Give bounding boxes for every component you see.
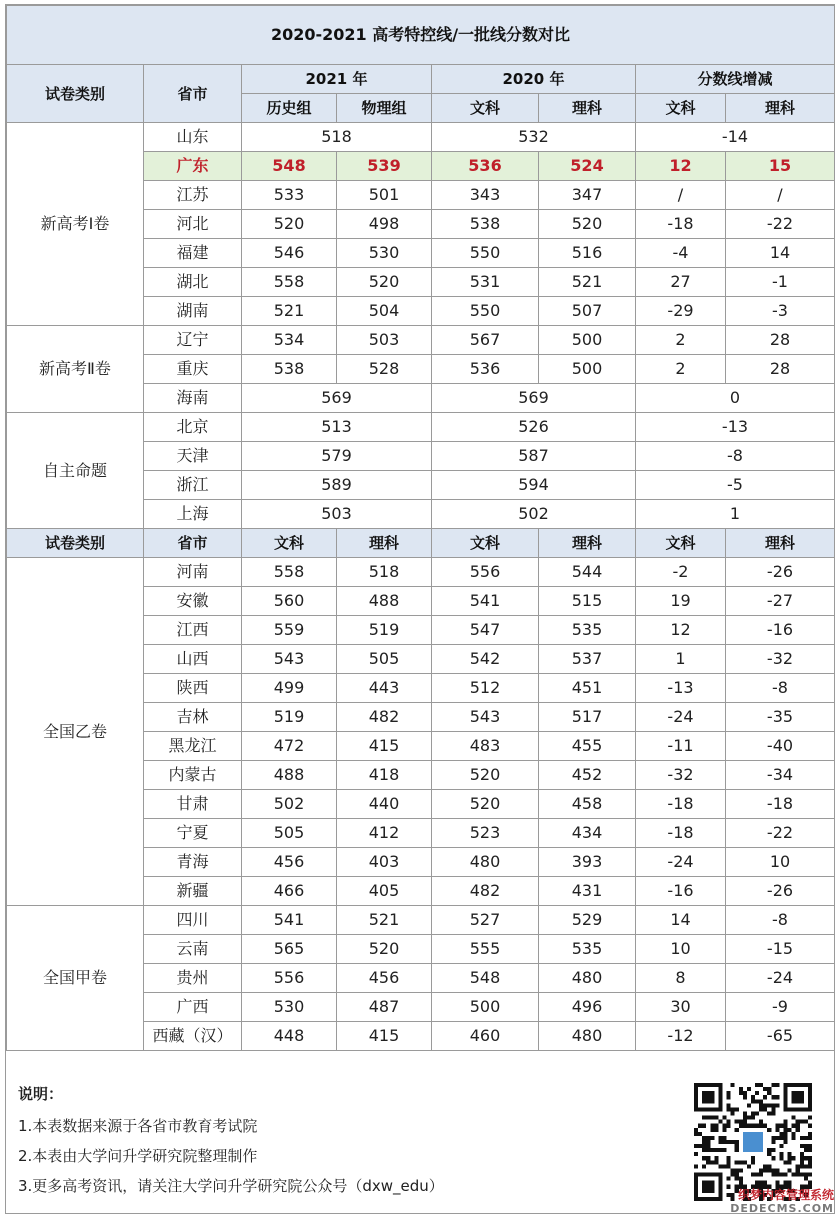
score-cell: -32 (726, 645, 835, 674)
score-cell: -18 (726, 790, 835, 819)
table-row (7, 906, 835, 935)
score-cell: 543 (242, 645, 337, 674)
score-cell: 516 (539, 239, 636, 268)
score-cell: 519 (242, 703, 337, 732)
score-cell: 565 (242, 935, 337, 964)
score-cell: 524 (539, 152, 636, 181)
score-cell: 487 (337, 993, 432, 1022)
score-cell: 501 (337, 181, 432, 210)
diff-cell: 0 (636, 384, 835, 413)
score-cell: 19 (636, 587, 726, 616)
score-cell: 527 (432, 906, 539, 935)
score-cell: -11 (636, 732, 726, 761)
score-cell: -65 (726, 1022, 835, 1051)
score-cell: 500 (539, 326, 636, 355)
score-cell: 456 (337, 964, 432, 993)
score-2021-cell: 579 (242, 442, 432, 471)
score-cell: 499 (242, 674, 337, 703)
header-wenke-2020: 文科 (432, 94, 539, 123)
score-cell: 520 (432, 761, 539, 790)
notes-section (6, 1057, 834, 1213)
score-2020-cell: 569 (432, 384, 636, 413)
score-cell: 503 (337, 326, 432, 355)
score-cell: 14 (726, 239, 835, 268)
score-2021-cell: 518 (242, 123, 432, 152)
province-cell: 湖南 (144, 297, 242, 326)
header-2020: 2020 年 (432, 65, 636, 94)
province-cell: 海南 (144, 384, 242, 413)
score-cell: 536 (432, 355, 539, 384)
score-cell: 505 (337, 645, 432, 674)
score-cell: 543 (432, 703, 539, 732)
score-cell: -34 (726, 761, 835, 790)
diff-cell: -13 (636, 413, 835, 442)
score-cell: -13 (636, 674, 726, 703)
score-cell: 512 (432, 674, 539, 703)
score-cell: 541 (432, 587, 539, 616)
score-cell: 30 (636, 993, 726, 1022)
score-cell: 544 (539, 558, 636, 587)
score-cell: 550 (432, 297, 539, 326)
score-table-container (5, 4, 835, 1214)
score-cell: 548 (242, 152, 337, 181)
score-cell: 28 (726, 326, 835, 355)
score-cell: 443 (337, 674, 432, 703)
score-2021-cell: 503 (242, 500, 432, 529)
score-cell: -24 (726, 964, 835, 993)
table-row (7, 326, 835, 355)
score-cell: 27 (636, 268, 726, 297)
header-like-2020: 理科 (539, 94, 636, 123)
score-cell: -8 (726, 674, 835, 703)
province-cell: 广东 (144, 152, 242, 181)
header-physics-group: 物理组 (337, 94, 432, 123)
score-cell: -40 (726, 732, 835, 761)
score-2020-cell: 587 (432, 442, 636, 471)
score-cell: 548 (432, 964, 539, 993)
qr-code-icon (694, 1083, 812, 1201)
score-cell: 531 (432, 268, 539, 297)
score-cell: 537 (539, 645, 636, 674)
score-cell: -24 (636, 848, 726, 877)
header-cell: 文科 (242, 529, 337, 558)
score-cell: 550 (432, 239, 539, 268)
score-cell: -29 (636, 297, 726, 326)
score-cell: -1 (726, 268, 835, 297)
header-2021: 2021 年 (242, 65, 432, 94)
score-cell: 458 (539, 790, 636, 819)
score-2020-cell: 502 (432, 500, 636, 529)
score-cell: -18 (636, 790, 726, 819)
province-cell: 山东 (144, 123, 242, 152)
score-cell: -16 (636, 877, 726, 906)
header-like-diff: 理科 (726, 94, 835, 123)
score-cell: 502 (242, 790, 337, 819)
score-cell: -12 (636, 1022, 726, 1051)
province-cell: 黑龙江 (144, 732, 242, 761)
province-cell: 青海 (144, 848, 242, 877)
score-cell: 415 (337, 1022, 432, 1051)
score-cell: 500 (432, 993, 539, 1022)
province-cell: 山西 (144, 645, 242, 674)
score-cell: -18 (636, 210, 726, 239)
province-cell: 辽宁 (144, 326, 242, 355)
score-cell: 567 (432, 326, 539, 355)
score-cell: 12 (636, 616, 726, 645)
header-cell: 理科 (726, 529, 835, 558)
diff-cell: -8 (636, 442, 835, 471)
score-cell: 558 (242, 558, 337, 587)
score-cell: 521 (242, 297, 337, 326)
score-cell: 534 (242, 326, 337, 355)
score-cell: 542 (432, 645, 539, 674)
score-cell: 1 (636, 645, 726, 674)
score-cell: 472 (242, 732, 337, 761)
score-cell: 521 (539, 268, 636, 297)
score-cell: 529 (539, 906, 636, 935)
score-cell: 530 (337, 239, 432, 268)
header-cell: 理科 (539, 529, 636, 558)
score-cell: -32 (636, 761, 726, 790)
province-cell: 天津 (144, 442, 242, 471)
score-cell: 556 (242, 964, 337, 993)
province-cell: 重庆 (144, 355, 242, 384)
score-cell: 2 (636, 355, 726, 384)
score-cell: 539 (337, 152, 432, 181)
score-cell: 488 (337, 587, 432, 616)
score-cell: 547 (432, 616, 539, 645)
score-cell: 434 (539, 819, 636, 848)
score-cell: 536 (432, 152, 539, 181)
watermark-line1: 织梦内容管理系统 (737, 1188, 834, 1202)
watermark (730, 1189, 834, 1215)
province-cell: 河南 (144, 558, 242, 587)
watermark-line2: DEDECMS.COM (730, 1202, 834, 1215)
score-2020-cell: 594 (432, 471, 636, 500)
score-2021-cell: 569 (242, 384, 432, 413)
score-cell: 452 (539, 761, 636, 790)
header-cell: 试卷类别 (7, 529, 144, 558)
score-cell: 456 (242, 848, 337, 877)
score-cell: 520 (337, 268, 432, 297)
province-cell: 贵州 (144, 964, 242, 993)
score-cell: 12 (636, 152, 726, 181)
score-cell: 451 (539, 674, 636, 703)
score-cell: 528 (337, 355, 432, 384)
score-cell: 480 (539, 964, 636, 993)
score-cell: -4 (636, 239, 726, 268)
diff-cell: -14 (636, 123, 835, 152)
score-cell: 521 (337, 906, 432, 935)
score-cell: 505 (242, 819, 337, 848)
score-cell: 488 (242, 761, 337, 790)
table-row (7, 413, 835, 442)
province-cell: 江西 (144, 616, 242, 645)
score-cell: 518 (337, 558, 432, 587)
province-cell: 上海 (144, 500, 242, 529)
province-cell: 河北 (144, 210, 242, 239)
table-row (7, 123, 835, 152)
header-history-group: 历史组 (242, 94, 337, 123)
score-cell: 560 (242, 587, 337, 616)
score-cell: 517 (539, 703, 636, 732)
score-cell: 482 (432, 877, 539, 906)
score-cell: 519 (337, 616, 432, 645)
score-cell: 393 (539, 848, 636, 877)
province-cell: 江苏 (144, 181, 242, 210)
score-cell: 415 (337, 732, 432, 761)
score-cell: 504 (337, 297, 432, 326)
section-header-row (7, 529, 835, 558)
score-cell: 347 (539, 181, 636, 210)
score-cell: 448 (242, 1022, 337, 1051)
category-cell: 全国乙卷 (7, 558, 144, 906)
score-cell: 403 (337, 848, 432, 877)
score-cell: 483 (432, 732, 539, 761)
score-cell: -24 (636, 703, 726, 732)
category-cell: 新高考Ⅱ卷 (7, 326, 144, 413)
score-cell: 28 (726, 355, 835, 384)
score-cell: / (726, 181, 835, 210)
province-cell: 吉林 (144, 703, 242, 732)
score-cell: -16 (726, 616, 835, 645)
province-cell: 安徽 (144, 587, 242, 616)
score-cell: 520 (337, 935, 432, 964)
score-cell: 500 (539, 355, 636, 384)
score-cell: 556 (432, 558, 539, 587)
score-cell: 405 (337, 877, 432, 906)
header-cell: 省市 (144, 529, 242, 558)
score-cell: 538 (242, 355, 337, 384)
province-cell: 广西 (144, 993, 242, 1022)
score-2020-cell: 532 (432, 123, 636, 152)
score-cell: -26 (726, 558, 835, 587)
score-cell: 2 (636, 326, 726, 355)
score-cell: 412 (337, 819, 432, 848)
diff-cell: -5 (636, 471, 835, 500)
score-cell: 520 (242, 210, 337, 239)
province-cell: 西藏（汉） (144, 1022, 242, 1051)
score-cell: -18 (636, 819, 726, 848)
province-cell: 福建 (144, 239, 242, 268)
score-cell: 343 (432, 181, 539, 210)
score-cell: -26 (726, 877, 835, 906)
score-cell: 480 (539, 1022, 636, 1051)
score-cell: 515 (539, 587, 636, 616)
score-cell: 440 (337, 790, 432, 819)
score-cell: 498 (337, 210, 432, 239)
note-line: 3.更多高考资讯，请关注大学问升学研究院公众号（dxw_edu） (18, 1177, 444, 1195)
score-cell: 520 (539, 210, 636, 239)
diff-cell: 1 (636, 500, 835, 529)
score-cell: -9 (726, 993, 835, 1022)
province-cell: 内蒙古 (144, 761, 242, 790)
score-cell: 559 (242, 616, 337, 645)
score-cell: 8 (636, 964, 726, 993)
score-cell: 535 (539, 935, 636, 964)
score-cell: 507 (539, 297, 636, 326)
score-cell: 496 (539, 993, 636, 1022)
score-cell: 523 (432, 819, 539, 848)
score-cell: 480 (432, 848, 539, 877)
table-title: 2020-2021 高考特控线/一批线分数对比 (7, 6, 835, 65)
province-cell: 陕西 (144, 674, 242, 703)
score-cell: 520 (432, 790, 539, 819)
score-2021-cell: 513 (242, 413, 432, 442)
score-2021-cell: 589 (242, 471, 432, 500)
score-cell: -35 (726, 703, 835, 732)
score-cell: 558 (242, 268, 337, 297)
province-cell: 浙江 (144, 471, 242, 500)
province-cell: 北京 (144, 413, 242, 442)
score-cell: 538 (432, 210, 539, 239)
score-cell: -27 (726, 587, 835, 616)
score-cell: 546 (242, 239, 337, 268)
header-cell: 理科 (337, 529, 432, 558)
province-cell: 湖北 (144, 268, 242, 297)
score-cell: 15 (726, 152, 835, 181)
score-cell: 431 (539, 877, 636, 906)
score-cell: 541 (242, 906, 337, 935)
score-cell: -2 (636, 558, 726, 587)
score-cell: -22 (726, 819, 835, 848)
score-cell: 14 (636, 906, 726, 935)
category-cell: 自主命题 (7, 413, 144, 529)
score-cell: 10 (636, 935, 726, 964)
score-cell: 533 (242, 181, 337, 210)
province-cell: 宁夏 (144, 819, 242, 848)
notes-title: 说明： (18, 1085, 64, 1103)
note-line: 2.本表由大学问升学研究院整理制作 (18, 1147, 258, 1165)
score-cell: 460 (432, 1022, 539, 1051)
province-cell: 四川 (144, 906, 242, 935)
score-cell: 555 (432, 935, 539, 964)
score-comparison-table (6, 5, 835, 1051)
score-cell: 482 (337, 703, 432, 732)
category-cell: 新高考Ⅰ卷 (7, 123, 144, 326)
score-cell: 10 (726, 848, 835, 877)
province-cell: 甘肃 (144, 790, 242, 819)
province-cell: 云南 (144, 935, 242, 964)
header-wenke-diff: 文科 (636, 94, 726, 123)
province-cell: 新疆 (144, 877, 242, 906)
score-cell: -15 (726, 935, 835, 964)
score-cell: -8 (726, 906, 835, 935)
header-province: 省市 (144, 65, 242, 123)
score-cell: 535 (539, 616, 636, 645)
score-cell: -3 (726, 297, 835, 326)
score-cell: / (636, 181, 726, 210)
score-cell: 530 (242, 993, 337, 1022)
score-cell: 466 (242, 877, 337, 906)
table-row (7, 558, 835, 587)
score-cell: 455 (539, 732, 636, 761)
category-cell: 全国甲卷 (7, 906, 144, 1051)
score-cell: 418 (337, 761, 432, 790)
score-2020-cell: 526 (432, 413, 636, 442)
header-diff: 分数线增减 (636, 65, 835, 94)
note-line: 1.本表数据来源于各省市教育考试院 (18, 1117, 258, 1135)
header-cell: 文科 (636, 529, 726, 558)
header-category: 试卷类别 (7, 65, 144, 123)
score-cell: -22 (726, 210, 835, 239)
header-cell: 文科 (432, 529, 539, 558)
